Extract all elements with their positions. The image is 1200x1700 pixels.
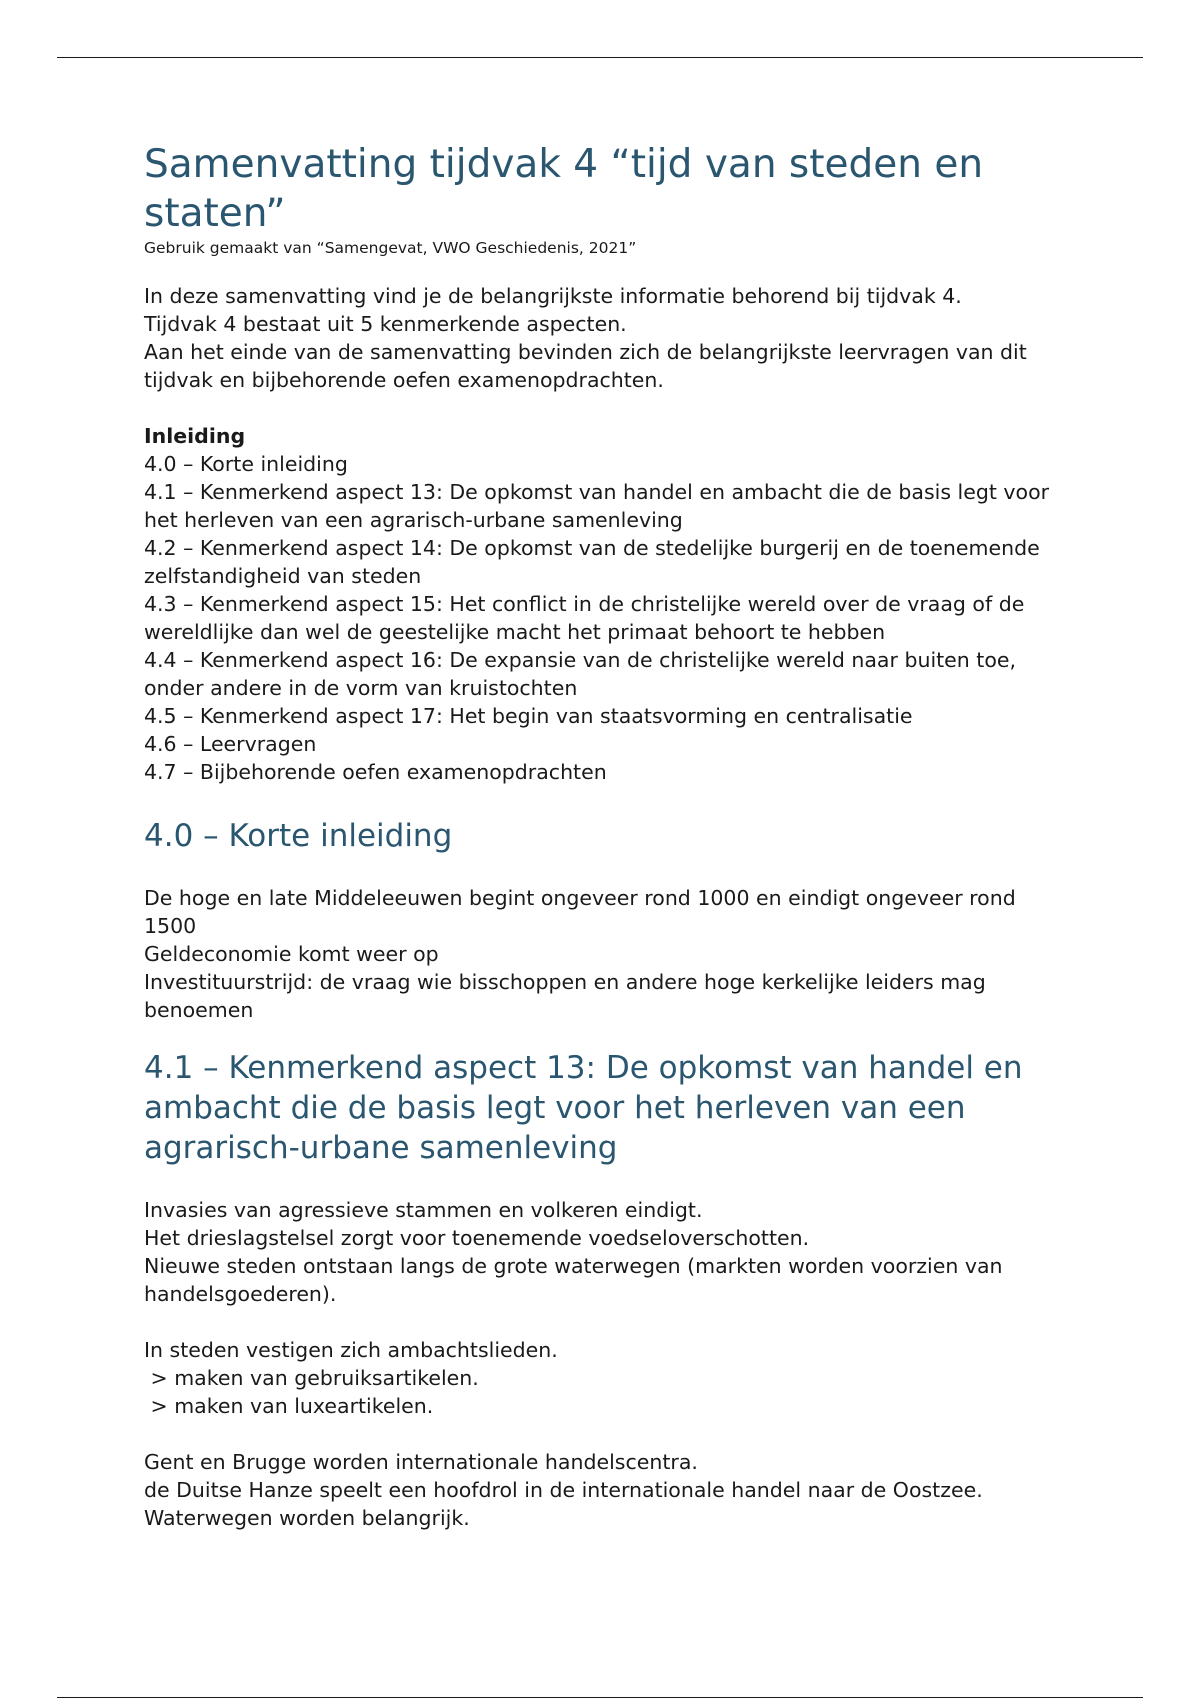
footer-rule <box>57 1697 1143 1698</box>
table-of-contents <box>144 422 1074 786</box>
section-line: Het drieslagstelsel zorgt voor toenemende voedseloverschotten. <box>144 1226 810 1250</box>
section-heading-4-1: 4.1 – Kenmerkend aspect 13: De opkomst van handel en ambacht die de basis legt voor het herleven van een agrarisch-urbane samenleving <box>144 1050 1023 1166</box>
section-line: Geldeconomie komt weer op <box>144 942 439 966</box>
toc-item: 4.7 – Bijbehorende oefen examenopdrachten <box>144 760 607 784</box>
header-rule <box>57 57 1143 58</box>
section-4-0-body <box>144 884 1074 1024</box>
toc-item: 4.0 – Korte inleiding <box>144 452 348 476</box>
section-4-1-body <box>144 1196 1074 1532</box>
section-line: De hoge en late Middeleeuwen begint ongeveer rond 1000 en eindigt ongeveer rond 1500 <box>144 886 1016 938</box>
section-line: Nieuwe steden ontstaan langs de grote waterwegen (markten worden voorzien van handelsgoederen). <box>144 1254 1003 1306</box>
intro-line: Tijdvak 4 bestaat uit 5 kenmerkende aspecten. <box>144 312 627 336</box>
toc-item: 4.1 – Kenmerkend aspect 13: De opkomst van handel en ambacht die de basis legt voor het herleven van een agrarisch-urbane samenleving <box>144 480 1050 532</box>
section-bullet: > maken van luxeartikelen. <box>144 1394 434 1418</box>
section-line: Gent en Brugge worden internationale handelscentra. <box>144 1450 698 1474</box>
section-paragraph <box>144 1336 1074 1420</box>
intro-line: Aan het einde van de samenvatting bevinden zich de belangrijkste leervragen van dit tijdvak en bijbehorende oefen examenopdrachten. <box>144 340 1027 392</box>
section-heading-4-0: 4.0 – Korte inleiding <box>144 818 453 854</box>
toc-item: 4.4 – Kenmerkend aspect 16: De expansie van de christelijke wereld naar buiten toe, onder andere in de vorm van kruistochten <box>144 648 1017 700</box>
section-line: Waterwegen worden belangrijk. <box>144 1506 470 1530</box>
document-subtitle: Gebruik gemaakt van “Samengevat, VWO Geschiedenis, 2021” <box>144 239 637 257</box>
toc-item: 4.6 – Leervragen <box>144 732 317 756</box>
section-line: In steden vestigen zich ambachtslieden. <box>144 1338 558 1362</box>
section-line: Investituurstrijd: de vraag wie bisschoppen en andere hoge kerkelijke leiders mag benoemen <box>144 970 986 1022</box>
section-line: de Duitse Hanze speelt een hoofdrol in de internationale handel naar de Oostzee. <box>144 1478 983 1502</box>
section-paragraph <box>144 1448 1074 1532</box>
section-bullet: > maken van gebruiksartikelen. <box>144 1366 479 1390</box>
intro-line: In deze samenvatting vind je de belangrijkste informatie behorend bij tijdvak 4. <box>144 284 962 308</box>
toc-item: 4.3 – Kenmerkend aspect 15: Het conflict in de christelijke wereld over de vraag of de wereldlijke dan wel de geestelijke macht het primaat behoort te hebben <box>144 592 1025 644</box>
intro-paragraph <box>144 282 1074 394</box>
toc-item: 4.5 – Kenmerkend aspect 17: Het begin van staatsvorming en centralisatie <box>144 704 913 728</box>
toc-heading: Inleiding <box>144 424 246 448</box>
document-page <box>144 140 1074 1532</box>
toc-item: 4.2 – Kenmerkend aspect 14: De opkomst van de stedelijke burgerij en de toenemende zelfstandigheid van steden <box>144 536 1040 588</box>
section-line: Invasies van agressieve stammen en volkeren eindigt. <box>144 1198 703 1222</box>
section-paragraph <box>144 1196 1074 1308</box>
document-title: Samenvatting tijdvak 4 “tijd van steden en staten” <box>144 142 984 236</box>
